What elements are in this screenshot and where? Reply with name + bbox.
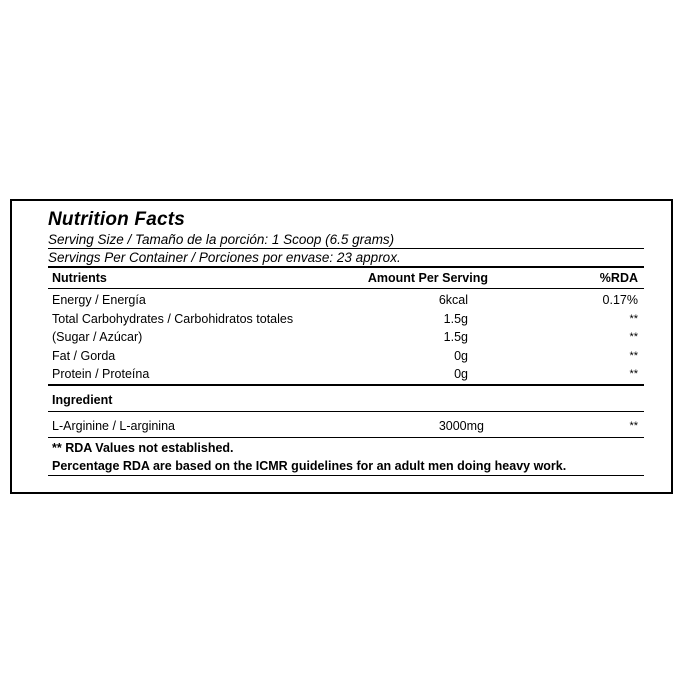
nutrition-facts-panel [10, 199, 673, 494]
nutrient-amount: 1.5g [443, 330, 468, 344]
ingredient-rda: ** [629, 419, 638, 432]
ingredient-header-row [48, 389, 644, 412]
nutrient-name: Total Carbohydrates / Carbohidratos totales [52, 311, 294, 326]
table-row [48, 347, 644, 366]
table-row [48, 310, 644, 329]
rda-footnote: ** RDA Values not established. [48, 437, 644, 457]
nutrient-rda: ** [629, 312, 638, 325]
nutrient-name: Protein / Proteína [52, 367, 150, 381]
nutrient-amount: 6kcal [438, 293, 468, 307]
ingredient-name: L-Arginine / L-arginina [52, 418, 175, 433]
nutrient-amount: 0g [454, 367, 468, 381]
serving-size: Serving Size / Tamaño de la porción: 1 Scoop (6.5 grams) [48, 231, 644, 249]
table-row [48, 291, 644, 310]
nutrition-facts-title: Nutrition Facts [48, 209, 186, 230]
nutrient-amount: 0g [454, 348, 468, 363]
ingredient-amount: 3000mg [438, 418, 484, 433]
nutrient-rda: ** [629, 349, 638, 362]
nutrients-column-header: Nutrients [52, 271, 107, 285]
nutrient-rda: 0.17% [602, 293, 638, 307]
ingredient-column-header: Ingredient [52, 392, 113, 407]
table-row [48, 415, 644, 437]
nutrient-name: Fat / Gorda [52, 348, 116, 363]
servings-per-container: Servings Per Container / Porciones por envase: 23 approx. [48, 249, 644, 268]
amount-column-header: Amount Per Serving [367, 271, 488, 285]
nutrient-rda: ** [629, 331, 638, 343]
nutrient-name: (Sugar / Azúcar) [52, 330, 143, 344]
nutrient-amount: 1.5g [443, 311, 468, 326]
table-row [48, 365, 644, 386]
nutrient-rda: ** [629, 368, 638, 380]
nutrient-name: Energy / Energía [52, 293, 146, 307]
table-row [48, 328, 644, 347]
rda-guideline-note: Percentage RDA are based on the ICMR guidelines for an adult men doing heavy work. [48, 457, 644, 476]
nutrition-facts-content [48, 209, 644, 476]
rda-column-header: %RDA [599, 271, 638, 285]
nutrients-header-row [48, 268, 644, 289]
